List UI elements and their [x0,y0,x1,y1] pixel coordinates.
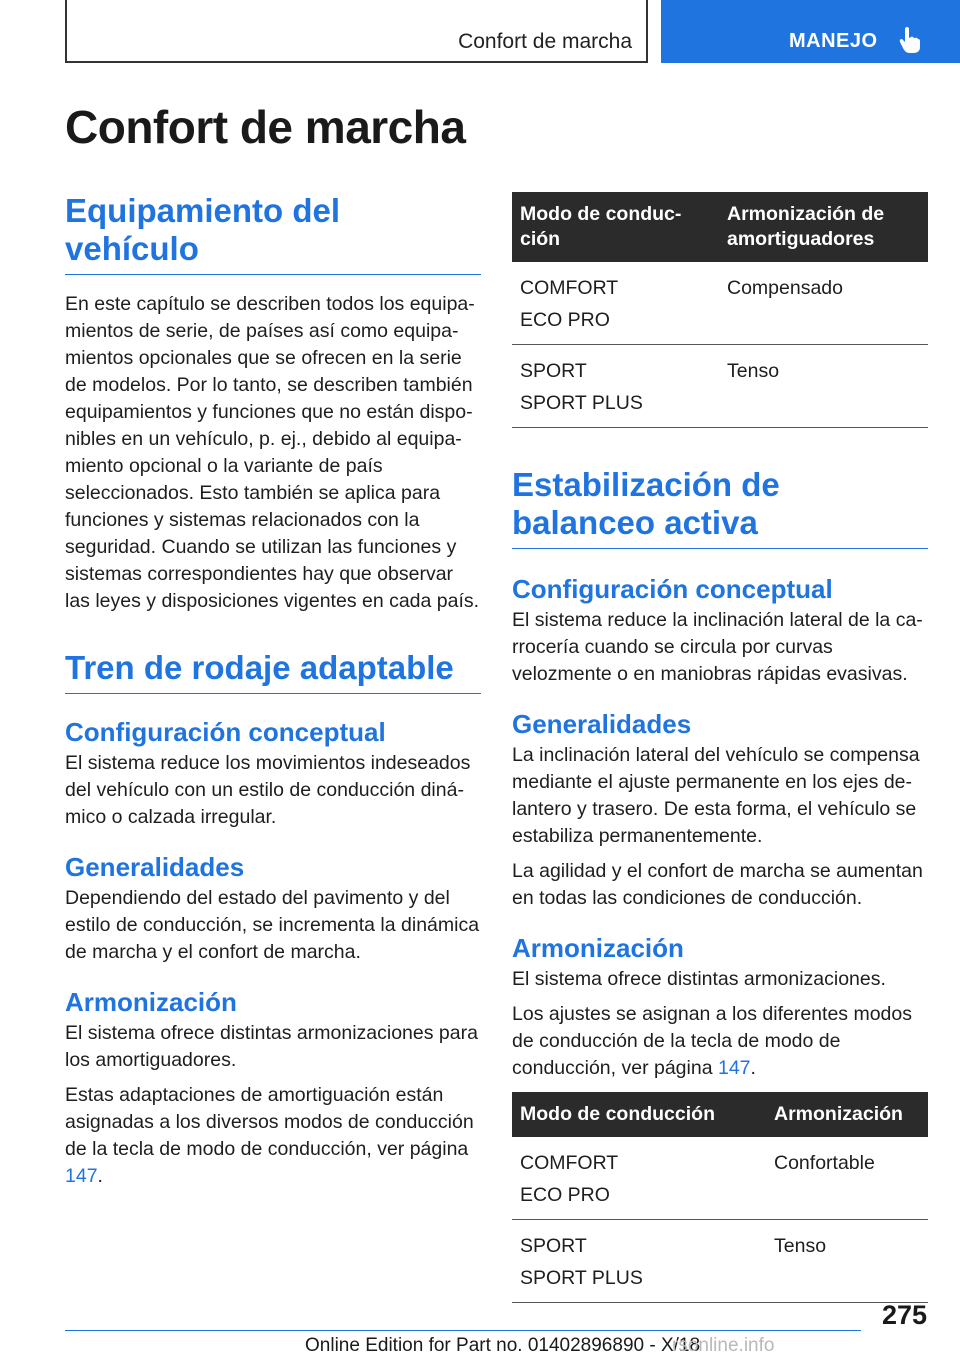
right-column [512,192,928,1303]
header-section-tab [65,0,648,63]
page-title: Confort de marcha [65,101,466,153]
mode-label: SPORT [520,360,587,382]
mode-label: COMFORT [520,1152,619,1174]
paragraph-general: Dependiendo del estado del pavimento y del estilo de conducción, se incrementa la dinámica de marcha y el confort de marcha. [65,887,480,963]
table-header-cell: Armonización [766,1092,928,1137]
paragraph-agility: La agilidad y el confort de marcha se aumentan en todas las condiciones de conducción. [512,860,923,909]
table-cell-value: Confortable [766,1137,928,1220]
roll-tuning-table [512,1092,928,1303]
paragraph-end: . [750,1057,756,1079]
paragraph-text: Estas adaptaciones de amortiguación están asignadas a los diversos modos de conducción de la tecla de modo de conducción, ver página [65,1084,474,1160]
section-title-equipment: Equipamiento del vehículo [65,192,481,275]
table-cell-modes [512,1220,766,1303]
paragraph-general: La inclinación lateral del vehículo se compensa mediante el ajuste permanente en los ejes delantero y trasero. De esta forma, el vehículo se estabiliza permanentemente. [512,744,920,847]
table-cell-modes [512,345,719,428]
paragraph-tuning-assignment [512,1001,928,1082]
left-column [65,192,481,1190]
damper-tuning-table [512,192,928,428]
table-header-cell: Modo de conducción [512,192,719,262]
table-cell-modes [512,1137,766,1220]
page-link[interactable]: 147 [65,1165,98,1187]
paragraph-tuning: El sistema ofrece distintas armonizaciones para los amortiguadores. [65,1022,478,1071]
table-cell-modes [512,262,719,345]
table-header-cell: Armonización de amortiguadores [719,192,928,262]
section-title-adaptive-suspension: Tren de rodaje adaptable [65,649,481,694]
paragraph-tuning: El sistema ofrece distintas armonizaciones. [512,968,886,990]
watermark: rsonline.info [672,1335,775,1356]
footer-divider [65,1330,861,1331]
paragraph-concept: El sistema reduce los movimientos indeseados del vehículo con un estilo de conducción dinámico o calzada irregular. [65,752,471,828]
mode-label: SPORT PLUS [520,1267,643,1289]
subheading-tuning: Armonización [512,933,684,963]
table-row [512,262,928,345]
table-header-row [512,1092,928,1137]
subheading-general: Generalidades [512,709,692,739]
header-chapter-label: MANEJO [789,30,878,52]
subheading-tuning: Armonización [65,987,237,1017]
table-cell-value: Tenso [766,1220,928,1303]
paragraph-equipment: En este capítulo se describen todos los equipamientos de serie, de países así como equipamientos opcionales que se ofrecen en la serie de modelos. Por lo tanto, se describen también equipamientos y funciones que no están disponibles en un vehículo, p. ej., debido al equipamiento opcional o la variante de país seleccionados. Esto también se aplica para funciones y sistemas relacionados con la seguridad. Cuando se utilizan las funciones y sistemas correspondientes hay que observar las leyes y disposiciones vigentes en cada país. [65,293,480,612]
subheading-concept: Configuración conceptual [512,574,833,604]
paragraph-tuning-assignment [65,1082,481,1190]
table-cell-value: Compensado [719,262,928,345]
section-title-active-roll-stabilization: Estabilización de balanceo activa [512,466,928,549]
page-link[interactable]: 147 [717,1057,751,1079]
hand-pointer-icon [899,26,921,54]
footer-edition: Online Edition for Part no. 01402896890 - X/18 [305,1335,701,1356]
table-row [512,1220,928,1303]
table-row [512,1137,928,1220]
table-row [512,345,928,428]
paragraph-end: . [97,1165,103,1187]
page-number: 275 [881,1300,927,1330]
paragraph-text: Los ajustes se asignan a los diferentes modos de conducción de la tecla de modo de conducción, ver página [512,1003,912,1079]
table-header-row [512,192,928,262]
table-cell-value: Tenso [719,345,928,428]
table-header-cell: Modo de conducción [512,1092,766,1137]
subheading-concept: Configuración conceptual [65,717,386,747]
mode-label: ECO PRO [520,309,610,331]
header-section-title: Confort de marcha [458,30,632,53]
header-chapter-tab[interactable] [661,0,960,63]
subheading-general: Generalidades [65,852,245,882]
mode-label: COMFORT [520,277,619,299]
mode-label: SPORT [520,1235,587,1257]
mode-label: SPORT PLUS [520,392,643,414]
paragraph-concept: El sistema reduce la inclinación lateral de la carrocería cuando se circula por curvas velozmente o en maniobras rápidas evasivas. [512,609,923,685]
mode-label: ECO PRO [520,1184,610,1206]
